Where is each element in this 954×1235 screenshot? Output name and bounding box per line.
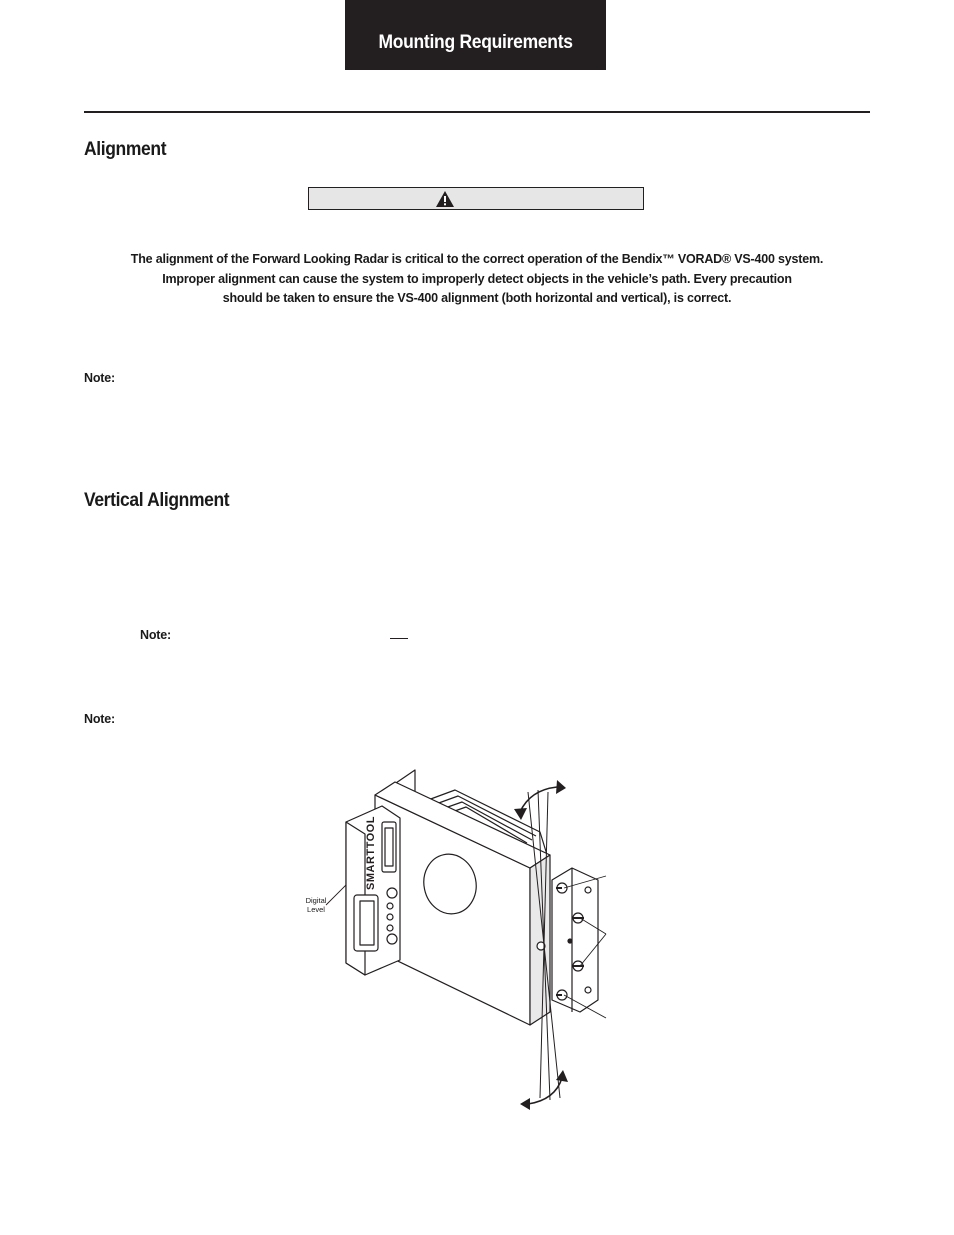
page-header-tab [345,0,606,70]
warning-triangle-icon [435,190,455,208]
vertical-note-label-1: Note: [140,628,171,642]
alignment-heading: Alignment [84,139,167,160]
alignment-note-label: Note: [84,371,115,385]
warning-line: The alignment of the Forward Looking Radar is critical to the correct operation of the Bendix™ VORAD® VS-400 system. [130,252,824,266]
vertical-note-label-2: Note: [84,712,115,726]
underline-mark [390,638,408,639]
warning-banner [308,187,644,210]
warning-message [84,250,870,309]
header-divider [84,111,870,113]
page-header-title: Mounting Requirements [378,32,573,53]
vertical-alignment-heading: Vertical Alignment [84,490,230,511]
radar-alignment-illustration [300,768,620,1118]
radar-alignment-figure [300,768,620,1118]
smarttool-brand-label: SMARTTOOL [365,816,377,890]
warning-line: Improper alignment can cause the system to improperly detect objects in the vehicle’s path. Every precaution [162,271,792,286]
digital-level-callout: Digital Level [305,896,327,914]
warning-line: should be taken to ensure the VS-400 alignment (both horizontal and vertical), is correct. [222,291,732,305]
